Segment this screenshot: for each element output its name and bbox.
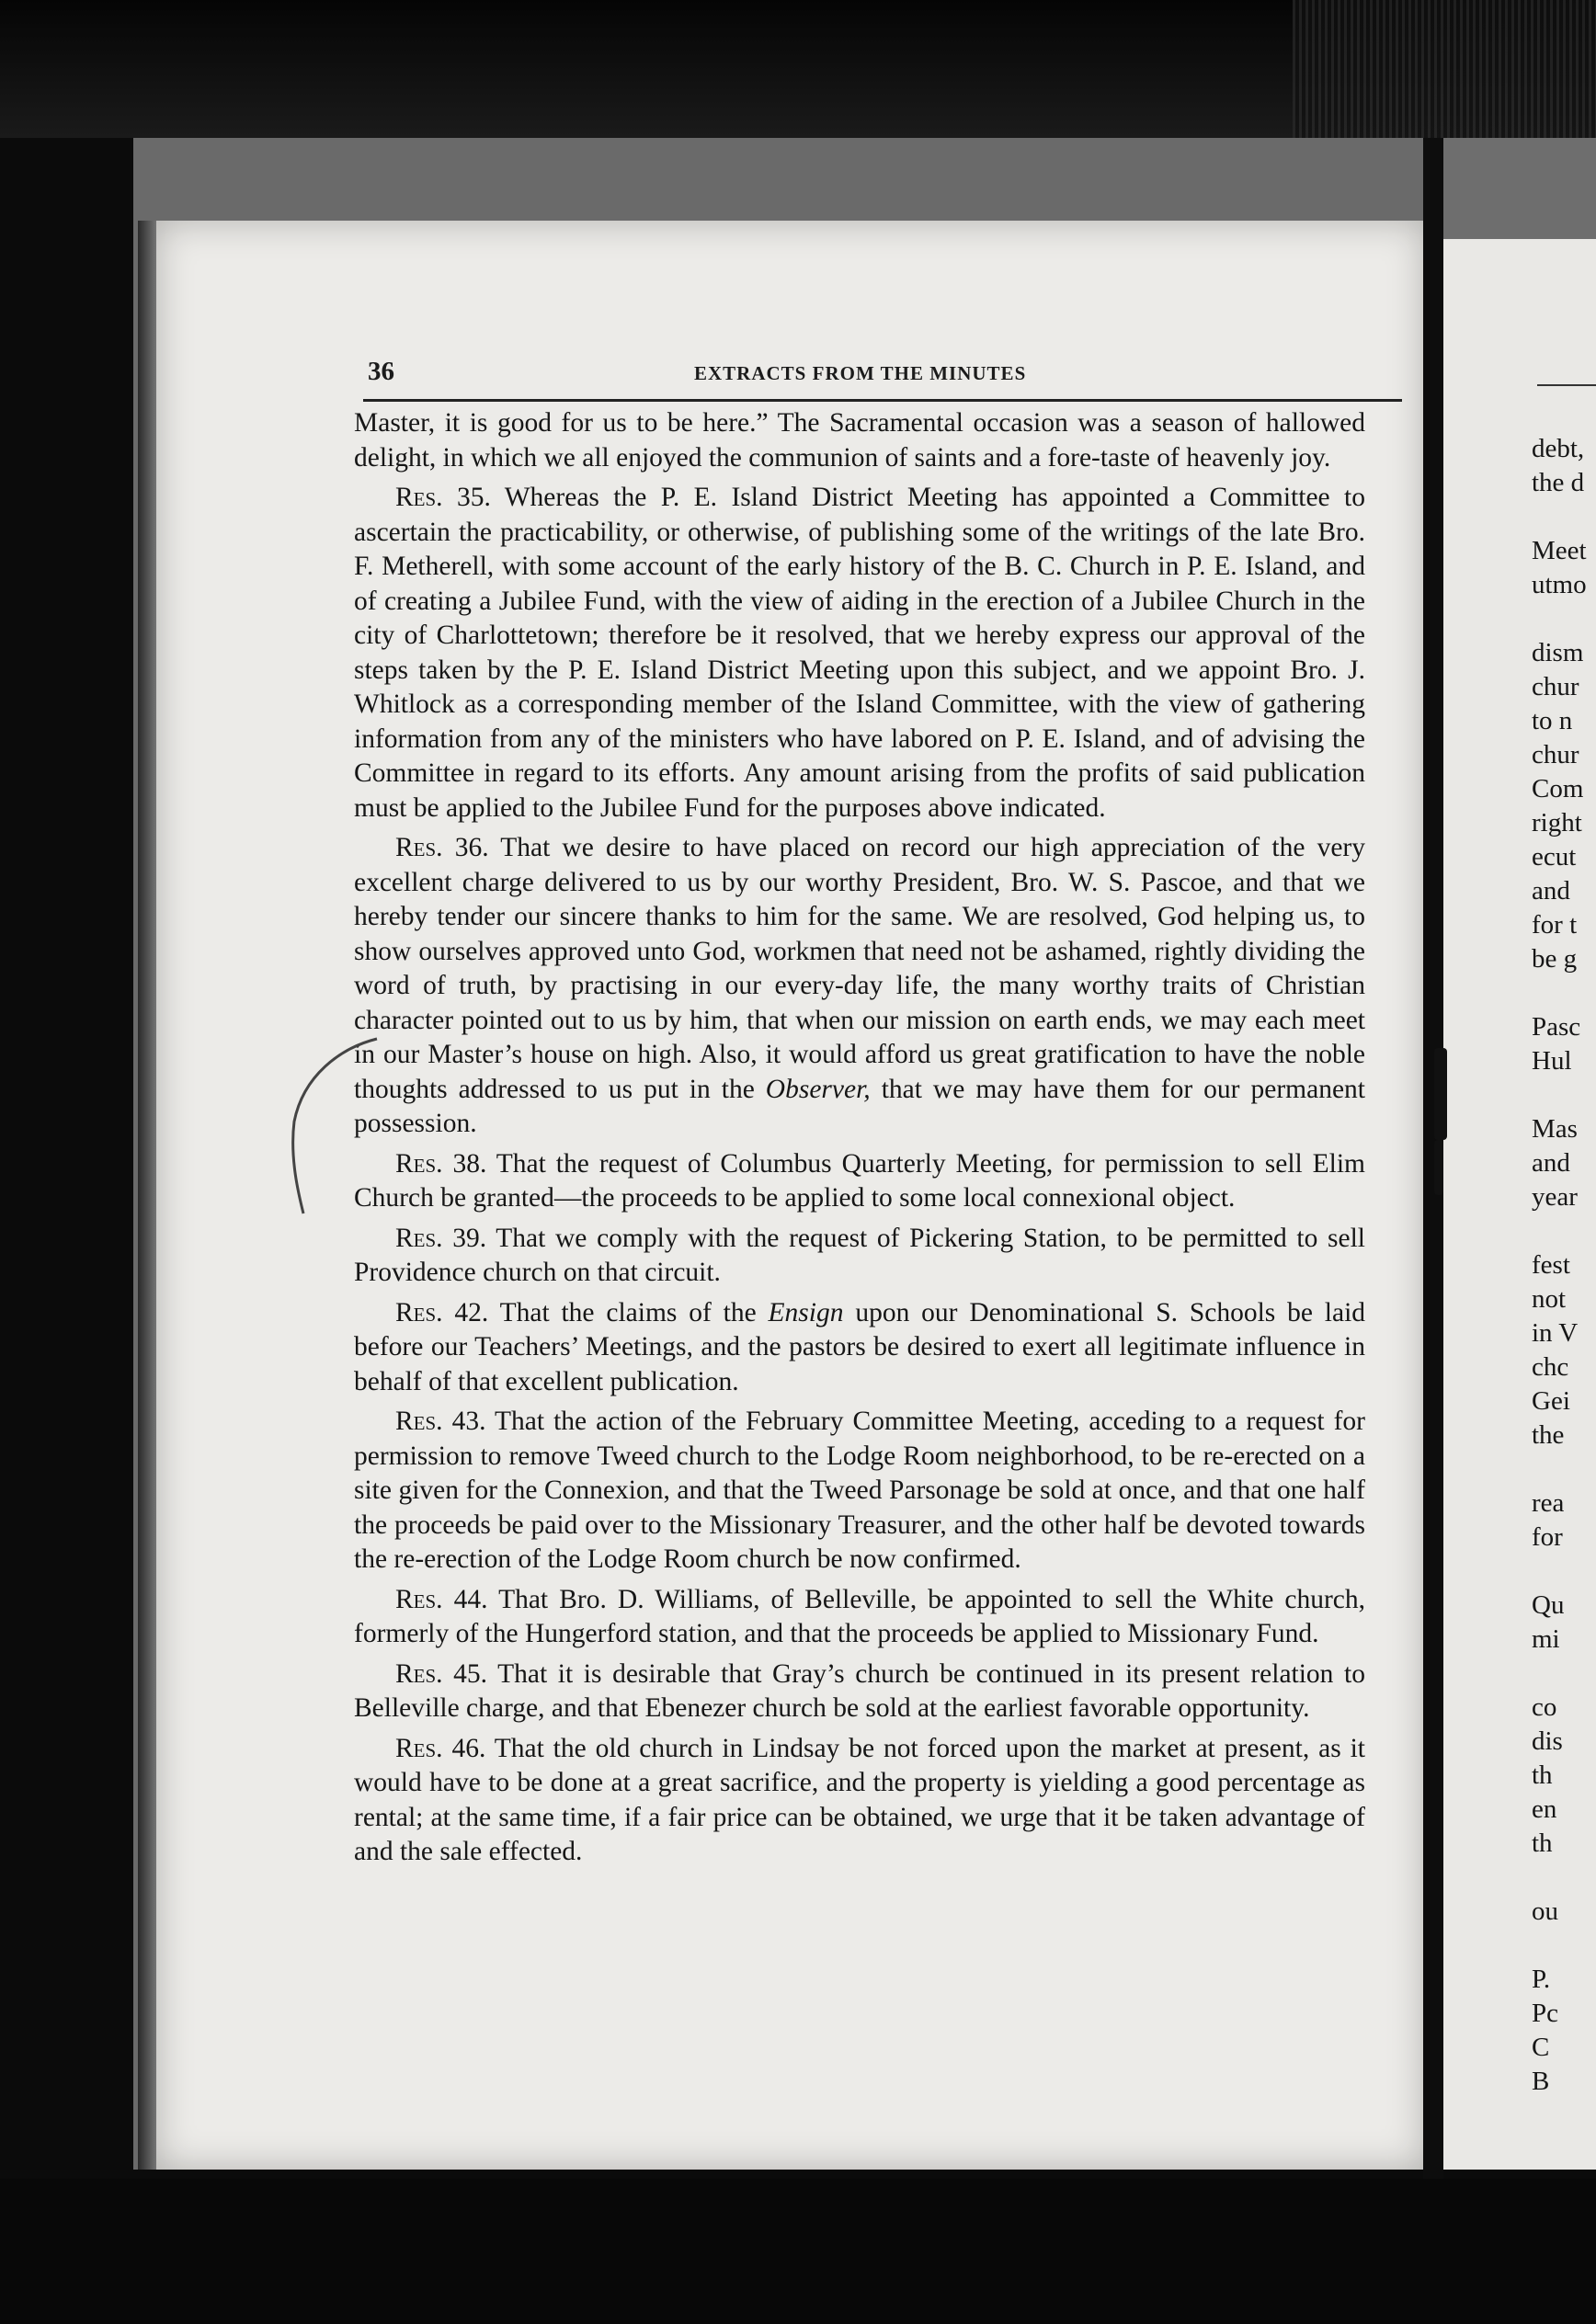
resolution-label: Res. 39.	[395, 1223, 487, 1253]
right-page-fragment: year	[1532, 1182, 1578, 1212]
right-page-fragment: chur	[1532, 740, 1579, 769]
resolution-label: Res. 42.	[395, 1297, 489, 1327]
running-head: EXTRACTS FROM THE MINUTES	[694, 362, 1027, 384]
resolution-label: Res. 45.	[395, 1658, 488, 1689]
handwritten-pencil-mark	[276, 1020, 386, 1223]
right-page-fragment	[1532, 1078, 1596, 1112]
right-page-fragment	[1532, 1555, 1596, 1589]
right-page-fragment: the	[1532, 1420, 1565, 1450]
resolution-text: That the action of the February Committee Meeting, acceding to a request for permission to remove Tweed church to the Lodge Room neighborhood, to be re-erected on a site given for the Connexion, and that the Tweed Parsonage be sold at once, and that one half the proceeds be paid over to the Missionary Treasurer, and the other half be devoted towards the re-erection of the Lodge Room church be now confirmed.	[354, 1407, 1365, 1574]
right-page-header-rule	[1537, 384, 1596, 386]
right-page-fragment: Meet	[1532, 536, 1587, 565]
resolution-label: Res. 44.	[395, 1584, 488, 1614]
right-page-fragment: and	[1532, 1148, 1570, 1178]
resolution-text: Whereas the P. E. Island District Meeting has appointed a Committee to ascertain the practicability, or otherwise, of publishing some of the writings of the late Bro. F. Metherell, with some account of the early history of the B. C. Church in P. E. Island, and of creating a Jubilee Fund, with the view of aiding in the erection of a Jubilee Church in the city of Charlottetown; therefore be it resolved, that we hereby express our approval of the steps taken by the P. E. Island District Meeting upon this subject, and we appoint Bro. J. Whitlock as a corresponding member of the Island Committee, with the view of gathering information from any of the ministers who have labored on P. E. Island, and of advising the Committee in regard to its efforts. Any amount arising from the profits of said publication must be applied to the Jubilee Fund for the purposes above indicated.	[354, 483, 1365, 823]
right-page-fragment: Pc	[1532, 1999, 1558, 2028]
right-page-top-edge	[1443, 138, 1596, 239]
resolution-45	[354, 1658, 1365, 1726]
right-page-fragment: to n	[1532, 706, 1573, 735]
right-page-fragment: dism	[1532, 638, 1584, 667]
resolution-text: That Bro. D. Williams, of Belleville, be appointed to sell the White church, formerly of the Hungerford station, and that the proceeds be applied to Missionary Fund.	[354, 1584, 1366, 1648]
right-page-fragment	[1532, 1452, 1596, 1487]
resolution-43	[354, 1405, 1365, 1578]
resolution-label: Res. 46.	[395, 1733, 486, 1763]
right-page-fragment: co	[1532, 1692, 1557, 1722]
resolution-46	[354, 1732, 1365, 1870]
right-page-fragment: ecut	[1532, 842, 1577, 872]
binding-clip-mark	[1434, 1048, 1447, 1140]
film-border-bottom	[0, 2179, 1596, 2324]
right-page-fragment: be g	[1532, 944, 1578, 974]
right-page-fragment: mi	[1532, 1624, 1560, 1654]
right-page-fragment: th	[1532, 1760, 1553, 1790]
right-page-fragment	[1532, 500, 1596, 534]
page-body	[354, 406, 1365, 1870]
resolution-text: That we comply with the request of Pickering Station, to be permitted to sell Providence church on that circuit.	[354, 1223, 1365, 1287]
right-page-fragment: for	[1532, 1522, 1563, 1552]
right-page-fragment	[1532, 976, 1596, 1010]
resolution-text: That the request of Columbus Quarterly Meeting, for permission to sell Elim Church be granted—the proceeds to be applied to some local connexional object.	[354, 1148, 1366, 1213]
right-page-text-fragments	[1532, 432, 1596, 2099]
resolution-label: Res. 38.	[395, 1148, 487, 1179]
resolution-text: That the claims of the	[499, 1297, 757, 1327]
resolution-label: Res. 43.	[395, 1407, 486, 1436]
right-page-fragment: chc	[1532, 1352, 1569, 1382]
right-page-fragment: ou	[1532, 1897, 1558, 1926]
resolution-35	[354, 481, 1365, 826]
right-page-fragment: for t	[1532, 910, 1578, 940]
right-page-fragment: Mas	[1532, 1114, 1578, 1144]
right-page-fragment	[1532, 1657, 1596, 1691]
right-page-fragment: fest	[1532, 1250, 1570, 1280]
publication-title: Observer,	[765, 1074, 871, 1104]
film-border-texture	[1293, 0, 1596, 138]
right-page-fragment	[1532, 602, 1596, 636]
resolution-38	[354, 1147, 1365, 1216]
right-page-fragment	[1532, 1929, 1596, 1963]
resolution-text-after: that we may have them for our permanent possession.	[354, 1074, 1365, 1138]
right-page-fragment	[1532, 1214, 1596, 1248]
right-page-fragment: en	[1532, 1794, 1557, 1824]
resolution-42	[354, 1296, 1365, 1400]
right-page-fragment: the d	[1532, 468, 1585, 497]
resolution-36	[354, 831, 1365, 1142]
resolution-text: That it is desirable that Gray’s church be continued in its present relation to Belleville charge, and that Ebenezer church be sold at the earliest favorable opportunity.	[354, 1658, 1365, 1723]
paragraph-text: Master, it is good for us to be here.” The Sacramental occasion was a season of hallowed delight, in which we all enjoyed the communion of saints and a fore-taste of heavenly joy.	[354, 408, 1365, 473]
binding-clip-mark	[1434, 1140, 1443, 1195]
right-page-fragment	[1532, 1861, 1596, 1895]
page-header	[368, 357, 1361, 393]
resolution-label: Res. 36.	[395, 833, 489, 862]
resolution-text-after: upon our Denominational S. Schools be laid before our Teachers’ Meetings, and the pastors be desired to exert all legitimate influence in behalf of that excellent publication.	[354, 1297, 1366, 1396]
right-page-fragment: not	[1532, 1284, 1567, 1314]
right-page-fragment: and	[1532, 876, 1570, 906]
right-page-fragment: th	[1532, 1828, 1553, 1858]
right-page-fragment: B	[1532, 2067, 1550, 2096]
right-page-fragment: C	[1532, 2033, 1550, 2062]
right-page-fragment: utmo	[1532, 570, 1587, 599]
header-rule	[363, 399, 1402, 402]
right-page-fragment: debt,	[1532, 434, 1585, 463]
resolution-label: Res. 35.	[395, 483, 491, 512]
right-page-fragment: Gei	[1532, 1386, 1570, 1416]
right-page-fragment: Hul	[1532, 1046, 1572, 1076]
right-page-fragment: right	[1532, 808, 1582, 837]
right-page-fragment: Qu	[1532, 1590, 1565, 1620]
page-number: 36	[368, 357, 394, 386]
resolution-44	[354, 1583, 1365, 1652]
resolution-39	[354, 1222, 1365, 1291]
right-page-fragment: chur	[1532, 672, 1579, 701]
resolution-text: That the old church in Lindsay be not forced upon the market at present, as it would have to be done at a great sacrifice, and the property is yielding a good percentage as rental; at the same time, if a fair price can be obtained, we urge that it be taken advantage of and the sale effected.	[354, 1733, 1365, 1866]
right-page-fragment: P.	[1532, 1965, 1551, 1994]
right-page-fragment: rea	[1532, 1488, 1565, 1518]
right-page-fragment: Pasc	[1532, 1012, 1581, 1042]
right-page-fragment: Com	[1532, 774, 1584, 803]
right-page-fragment: in V	[1532, 1318, 1579, 1348]
continuation-paragraph	[354, 406, 1365, 475]
right-page-fragment: dis	[1532, 1726, 1563, 1756]
resolution-text: That we desire to have placed on record our high appreciation of the very excellent charge delivered to us by our worthy President, Bro. W. S. Pascoe, and that we hereby tender our sincere thanks to him for the same. We are resolved, God helping us, to show ourselves approved unto God, workmen that need not be ashamed, rightly dividing the word of truth, by practising in our every-day life, the many worthy traits of Christian character pointed out to us by him, that when our mission on earth ends, we may each meet in our Master’s house on high. Also, it would afford us great gratification to have the noble thoughts addressed to us put in the	[354, 833, 1365, 1104]
publication-title: Ensign	[768, 1297, 844, 1327]
